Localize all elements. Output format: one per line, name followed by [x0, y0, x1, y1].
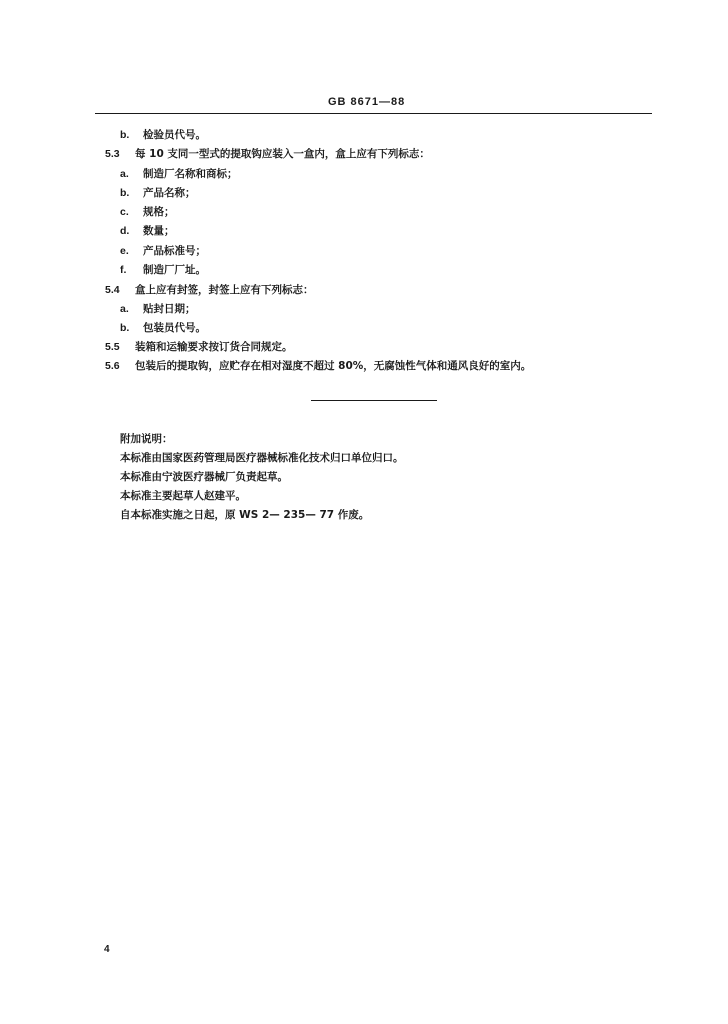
- header-rule: [95, 113, 652, 114]
- clause-text: 贴封日期；: [143, 303, 196, 315]
- clause-label: f.: [120, 264, 127, 276]
- clause-label: 5.5: [105, 341, 120, 353]
- clause-text: 每 10 支同一型式的提取钩应装入一盒内，盒上应有下列标志：: [135, 148, 430, 160]
- clause-text: 规格；: [143, 206, 175, 218]
- note-line: 本标准由国家医药管理局医疗器械标准化技术归口单位归口。: [120, 452, 404, 464]
- clause-text: 盒上应有封签，封签上应有下列标志：: [135, 284, 314, 296]
- clause-label: 5.3: [105, 148, 120, 160]
- clause-label: b.: [120, 129, 130, 141]
- clause-label: 5.6: [105, 360, 120, 372]
- clause-label: a.: [120, 303, 129, 315]
- notes-title: 附加说明：: [120, 433, 173, 445]
- clause-text: 装箱和运输要求按订货合同规定。: [135, 341, 293, 353]
- clause-text: 检验员代号。: [143, 129, 206, 141]
- clause-label: b.: [120, 187, 130, 199]
- clause-label: a.: [120, 168, 129, 180]
- page-number: 4: [104, 944, 110, 955]
- clause-label: 5.4: [105, 284, 120, 296]
- section-divider: [311, 400, 437, 401]
- note-line: 本标准主要起草人赵建平。: [120, 490, 246, 502]
- clause-label: c.: [120, 206, 129, 218]
- clause-text: 制造厂名称和商标；: [143, 168, 238, 180]
- note-line: 自本标准实施之日起，原 WS 2— 235— 77 作废。: [120, 509, 370, 521]
- clause-text: 产品标准号；: [143, 245, 206, 257]
- clause-label: e.: [120, 245, 129, 257]
- clause-text: 数量；: [143, 225, 175, 237]
- note-line: 本标准由宁波医疗器械厂负责起草。: [120, 471, 288, 483]
- standard-code: GB 8671—88: [328, 96, 406, 108]
- clause-label: d.: [120, 225, 130, 237]
- clause-text: 产品名称；: [143, 187, 196, 199]
- clause-text: 包装员代号。: [143, 322, 206, 334]
- page-header: [0, 96, 728, 112]
- clause-text: 制造厂厂址。: [143, 264, 206, 276]
- clause-text: 包装后的提取钩，应贮存在相对湿度不超过 80%，无腐蚀性气体和通风良好的室内。: [135, 360, 532, 372]
- clause-label: b.: [120, 322, 130, 334]
